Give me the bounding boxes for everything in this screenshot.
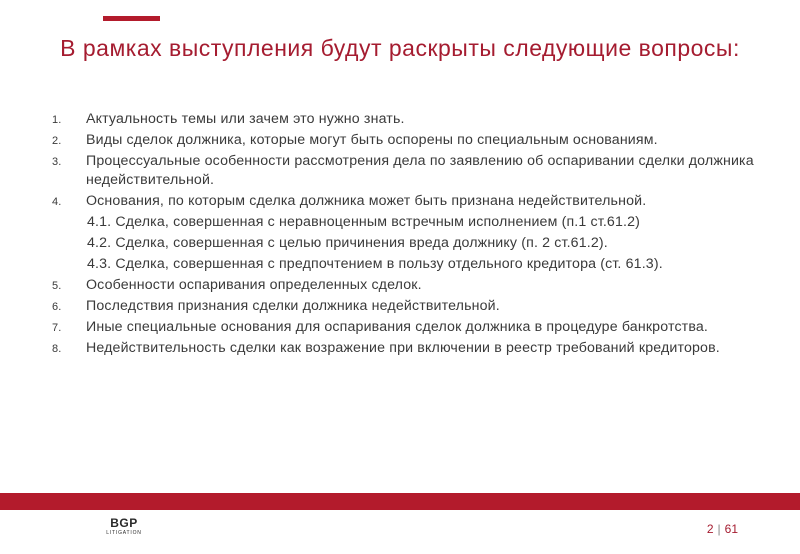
- page-number: [707, 522, 738, 536]
- item-number: 1.: [52, 114, 62, 126]
- item-text: Процессуальные особенности рассмотрения дела по заявлению об оспаривании сделки должника недействительной.: [86, 153, 754, 188]
- sub-item: [52, 213, 782, 232]
- footer-accent-bar: [0, 493, 800, 510]
- item-number: 3.: [52, 156, 62, 169]
- item-number: 6.: [52, 301, 62, 314]
- list-item: [52, 297, 782, 316]
- page-separator: |: [717, 522, 721, 536]
- item-text: Иные специальные основания для оспаривания сделок должника в процедуре банкротства.: [86, 319, 708, 336]
- sub-item: [52, 255, 782, 274]
- sub-item-text: 4.1. Сделка, совершенная с неравноценным встречным исполнением (п.1 ст.61.2): [87, 213, 641, 230]
- sub-item-text: 4.2. Сделка, совершенная с целью причинения вреда должнику (п. 2 ст.61.2).: [87, 234, 608, 251]
- logo-sub-text: LITIGATION: [106, 530, 142, 536]
- company-logo: [104, 517, 144, 537]
- list-item: [52, 110, 782, 129]
- sub-item: [52, 234, 782, 253]
- item-text: Виды сделок должника, которые могут быть оспорены по специальным основаниям.: [86, 132, 658, 149]
- top-accent-bar: [103, 16, 160, 21]
- item-number: 4.: [52, 195, 62, 208]
- item-text: Актуальность темы или зачем это нужно знать.: [86, 111, 405, 127]
- item-number: 2.: [52, 135, 62, 148]
- item-text: Последствия признания сделки должника недействительной.: [86, 298, 500, 315]
- list-item: [52, 276, 782, 295]
- list-item: [52, 192, 782, 211]
- list-item: [52, 131, 782, 150]
- list-item: [52, 318, 782, 337]
- item-text: Основания, по которым сделка должника может быть признана недействительной.: [86, 192, 647, 209]
- logo-main-text: BGP: [110, 516, 138, 530]
- topics-list: [52, 110, 782, 361]
- slide-title: В рамках выступления будут раскрыты следующие вопросы:: [60, 35, 740, 61]
- item-number: 7.: [52, 322, 62, 335]
- page-total: 61: [724, 522, 738, 536]
- sub-item-text: 4.3. Сделка, совершенная с предпочтением в пользу отдельного кредитора (ст. 61.3).: [87, 256, 663, 273]
- item-text: Недействительность сделки как возражение при включении в реестр требований кредиторов.: [86, 340, 720, 357]
- item-text: Особенности оспаривания определенных сделок.: [86, 277, 422, 294]
- page-current: 2: [706, 522, 714, 536]
- list-item: [52, 152, 782, 189]
- item-number: 8.: [52, 343, 62, 356]
- item-number: 5.: [52, 280, 62, 293]
- list-item: [52, 339, 782, 358]
